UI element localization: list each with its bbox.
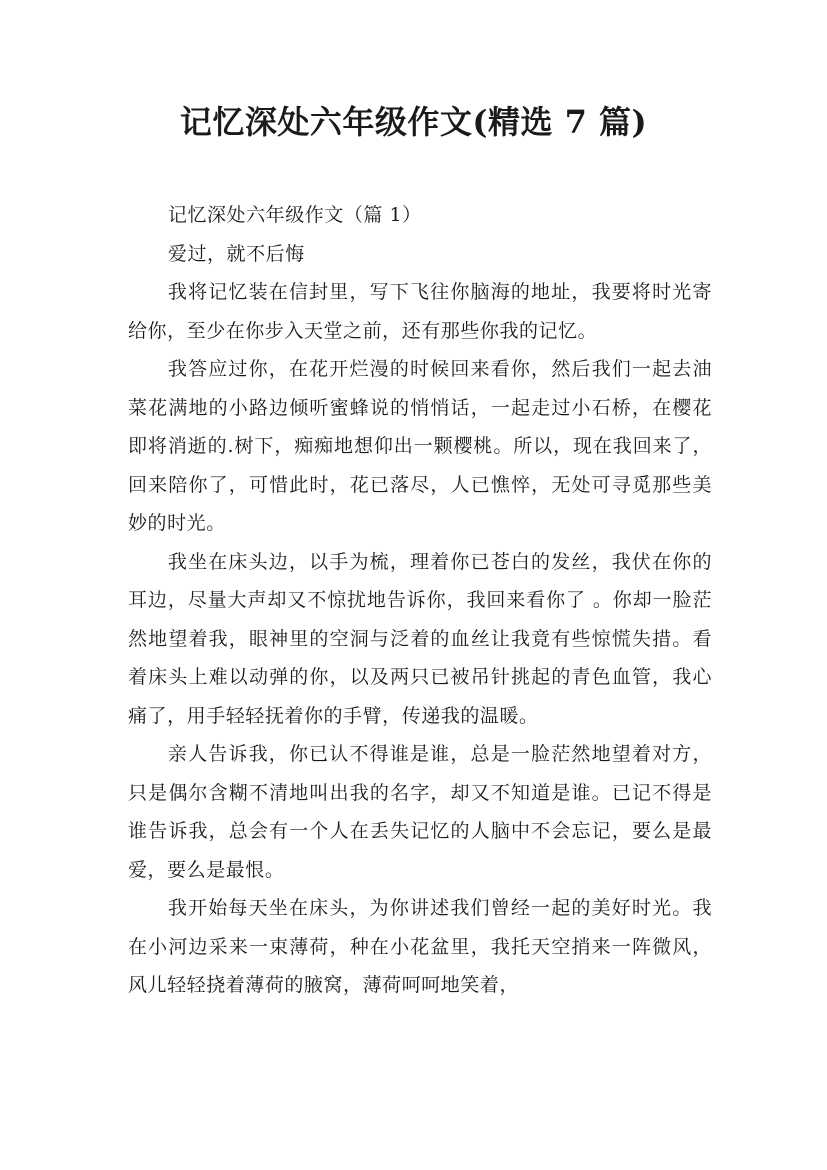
section-heading: 记忆深处六年级作文（篇 1） [167, 204, 422, 226]
document-body [128, 196, 712, 1005]
paragraph: 我答应过你，在花开烂漫的时候回来看你，然后我们一起去油菜花满地的小路边倾听蜜蜂说的悄悄话，一起走过小石桥，在樱花即将消逝的.树下，痴痴地想仰出一颗樱桃。所以，现在我回来了，回来陪你了，可惜此时，花已落尽，人已憔悴，无处可寻觅那些美妙的时光。 [128, 358, 712, 534]
document-title: 记忆深处六年级作文(精选 7 篇) [179, 103, 648, 141]
paragraph: 我开始每天坐在床头，为你讲述我们曾经一起的美好时光。我在小河边采来一束薄荷，种在小花盆里，我托天空捎来一阵微风，风儿轻轻挠着薄荷的腋窝，薄荷呵呵地笑着， [128, 897, 712, 996]
essay-subtitle: 爱过，就不后悔 [167, 242, 305, 265]
paragraph: 我将记忆装在信封里，写下飞往你脑海的地址，我要将时光寄给你，至少在你步入天堂之前，还有那些你我的记忆。 [128, 281, 712, 342]
paragraph: 亲人告诉我，你已认不得谁是谁，总是一脸茫然地望着对方，只是偶尔含糊不清地叫出我的名字，却又不知道是谁。已记不得是谁告诉我，总会有一个人在丢失记忆的人脑中不会忘记，要么是最爱，要么是最恨。 [128, 743, 712, 881]
paragraph: 我坐在床头边，以手为梳，理着你已苍白的发丝，我伏在你的耳边，尽量大声却又不惊扰地告诉你，我回来看你了 。你却一脸茫然地望着我，眼神里的空洞与泛着的血丝让我竟有些惊慌失措。看着床头上难以动弹的你，以及两只已被吊针挑起的青色血管，我心痛了，用手轻轻抚着你的手臂，传递我的温暖。 [128, 550, 712, 727]
